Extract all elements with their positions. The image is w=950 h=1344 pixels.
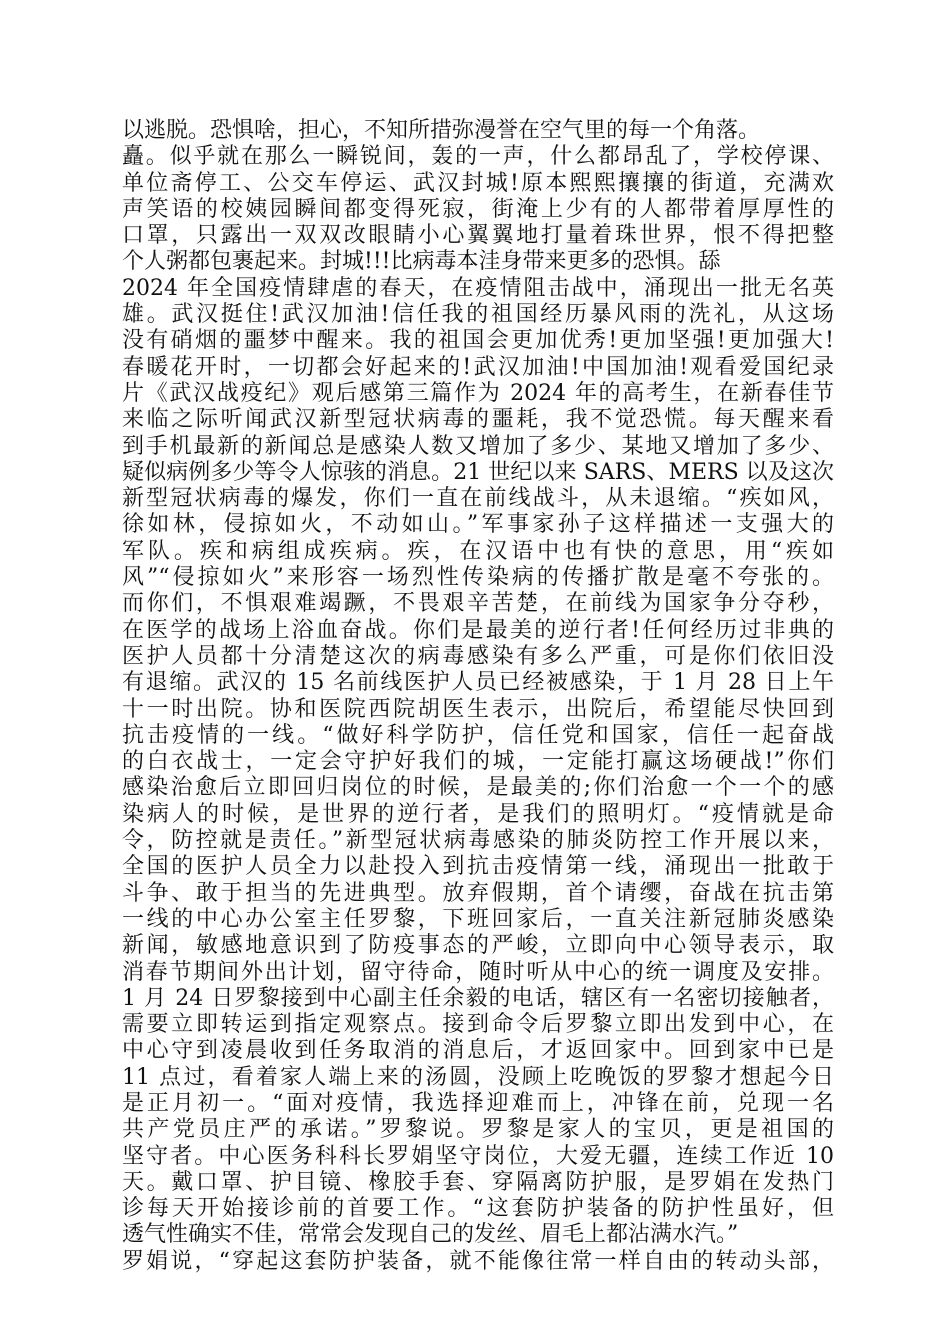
text-line: 染病人的时候，是世界的逆行者，是我们的照明灯。“疫情就是命 — [122, 801, 834, 827]
text-line: 风”“侵掠如火”来形容一场烈性传染病的传播扩散是毫不夸张的。 — [122, 565, 834, 591]
text-line: 新闻，敏感地意识到了防疫事态的严峻，立即向中心领导表示，取 — [122, 933, 834, 959]
text-line: 十一时出院。协和医院西院胡医生表示，出院后，希望能尽快回到 — [122, 696, 834, 722]
text-line: 没有硝烟的噩梦中醒来。我的祖国会更加优秀!更加坚强!更加强大! — [122, 328, 834, 354]
text-line: 有退缩。武汉的 15 名前线医护人员已经被感染，于 1 月 28 日上午 — [122, 670, 834, 696]
text-line: 个人粥都包裹起来。封城!!!比病毒本洼身带来更多的恐惧。舔 — [122, 249, 721, 275]
text-line: 是正月初一。“面对疫情，我选择迎难而上，冲锋在前，兑现一名 — [122, 1090, 834, 1116]
text-line: 消春节期间外出计划，留守待命，随时听从中心的统一调度及安排。 — [122, 959, 834, 985]
text-line: 感染治愈后立即回归岗位的时候，是最美的;你们治愈一个一个的感 — [122, 775, 834, 801]
text-line: 全国的医护人员全力以赴投入到抗击疫情第一线，涌现出一批敢于 — [122, 854, 834, 880]
text-line: 罗娟说，“穿起这套防护装备，就不能像往常一样自由的转动头部， — [122, 1248, 834, 1274]
text-line: 医护人员都十分清楚这次的病毒感染有多么严重，可是你们依旧没 — [122, 643, 834, 669]
text-line: 的白衣战士，一定会守护好我们的城，一定能打赢这场硬战!”你们 — [122, 749, 834, 775]
text-line: 1 月 24 日罗黎接到中心副主任余毅的电话，辖区有一名密切接触者， — [122, 985, 834, 1011]
text-line: 抗击疫情的一线。“做好科学防护，信任党和国家，信任一起奋战 — [122, 722, 834, 748]
body-text — [122, 118, 834, 1275]
text-line: 新型冠状病毒的爆发，你们一直在前线战斗，从未退缩。“疾如风， — [122, 486, 834, 512]
text-line: 雄。武汉挺住!武汉加油!信任我的祖国经历暴风雨的洗礼，从这场 — [122, 302, 834, 328]
text-line: 徐如林，侵掠如火，不动如山。”军事家孙子这样描述一支强大的 — [122, 512, 834, 538]
text-line: 片《武汉战疫纪》观后感第三篇作为 2024 年的高考生，在新春佳节 — [122, 380, 834, 406]
text-line: 斗争、敢于担当的先进典型。放弃假期，首个请缨，奋战在抗击第 — [122, 880, 834, 906]
text-line: 口罩，只露出一双双改眼睛小心翼翼地打量着珠世界，恨不得把整 — [122, 223, 834, 249]
text-line: 军队。疾和病组成疾病。疾，在汉语中也有快的意思，用“疾如 — [122, 538, 834, 564]
text-line: 以逃脱。恐惧啥，担心，不知所措弥漫誉在空气里的每一个角落。 — [122, 118, 761, 143]
text-line: 而你们，不惧艰难竭蹶，不畏艰辛苦楚，在前线为国家争分夺秒， — [122, 591, 834, 617]
text-line: 来临之际听闻武汉新型冠状病毒的噩耗，我不觉恐慌。每天醒来看 — [122, 407, 834, 433]
text-line: 2024 年全国疫情肆虐的春天，在疫情阻击战中，涌现出一批无名英 — [122, 275, 834, 301]
text-line: 11 点过，看着家人端上来的汤圆，没顾上吃晚饭的罗黎才想起今日 — [122, 1064, 834, 1090]
text-line: 在医学的战场上浴血奋战。你们是最美的逆行者!任何经历过非典的 — [122, 617, 834, 643]
text-line: 一线的中心办公室主任罗黎，下班回家后，一直关注新冠肺炎感染 — [122, 906, 834, 932]
text-line: 令，防控就是责任。”新型冠状病毒感染的肺炎防控工作开展以来， — [122, 828, 834, 854]
text-line: 春暖花开时，一切都会好起来的!武汉加油!中国加油!观看爱国纪录 — [122, 354, 834, 380]
text-line: 天。戴口罩、护目镜、橡胶手套、穿隔离防护服，是罗娟在发热门 — [122, 1169, 834, 1195]
text-line: 中心守到凌晨收到任务取消的消息后，才返回家中。回到家中已是 — [122, 1038, 834, 1064]
text-line: 共产党员庄严的承诺。”罗黎说。罗黎是家人的宝贝，更是祖国的 — [122, 1117, 834, 1143]
text-line: 需要立即转运到指定观察点。接到命令后罗黎立即出发到中心，在 — [122, 1012, 834, 1038]
text-line: 到手机最新的新闻总是感染人数又增加了多少、某地又增加了多少、 — [122, 433, 834, 459]
text-line: 单位斋停工、公交车停运、武汉封城!原本熙熙攘攘的街道，充满欢 — [122, 170, 834, 196]
text-line: 疑似病例多少等令人惊骇的消息。21 世纪以来 SARS、MERS 以及这次 — [122, 459, 834, 485]
text-line: 坚守者。中心医务科科长罗娟坚守岗位，大爱无疆，连续工作近 10 — [122, 1143, 834, 1169]
text-line: 声笑语的校姨园瞬间都变得死寂，街淹上少有的人都带着厚厚性的 — [122, 196, 834, 222]
text-line: 矗。似乎就在那么一瞬锐间，轰的一声，什么都昂乱了，学校停课、 — [122, 144, 834, 170]
text-line: 透气性确实不佳，常常会发现自己的发丝、眉毛上都沾满水汽。” — [122, 1222, 739, 1248]
text-line: 诊每天开始接诊前的首要工作。“这套防护装备的防护性虽好，但 — [122, 1196, 834, 1222]
